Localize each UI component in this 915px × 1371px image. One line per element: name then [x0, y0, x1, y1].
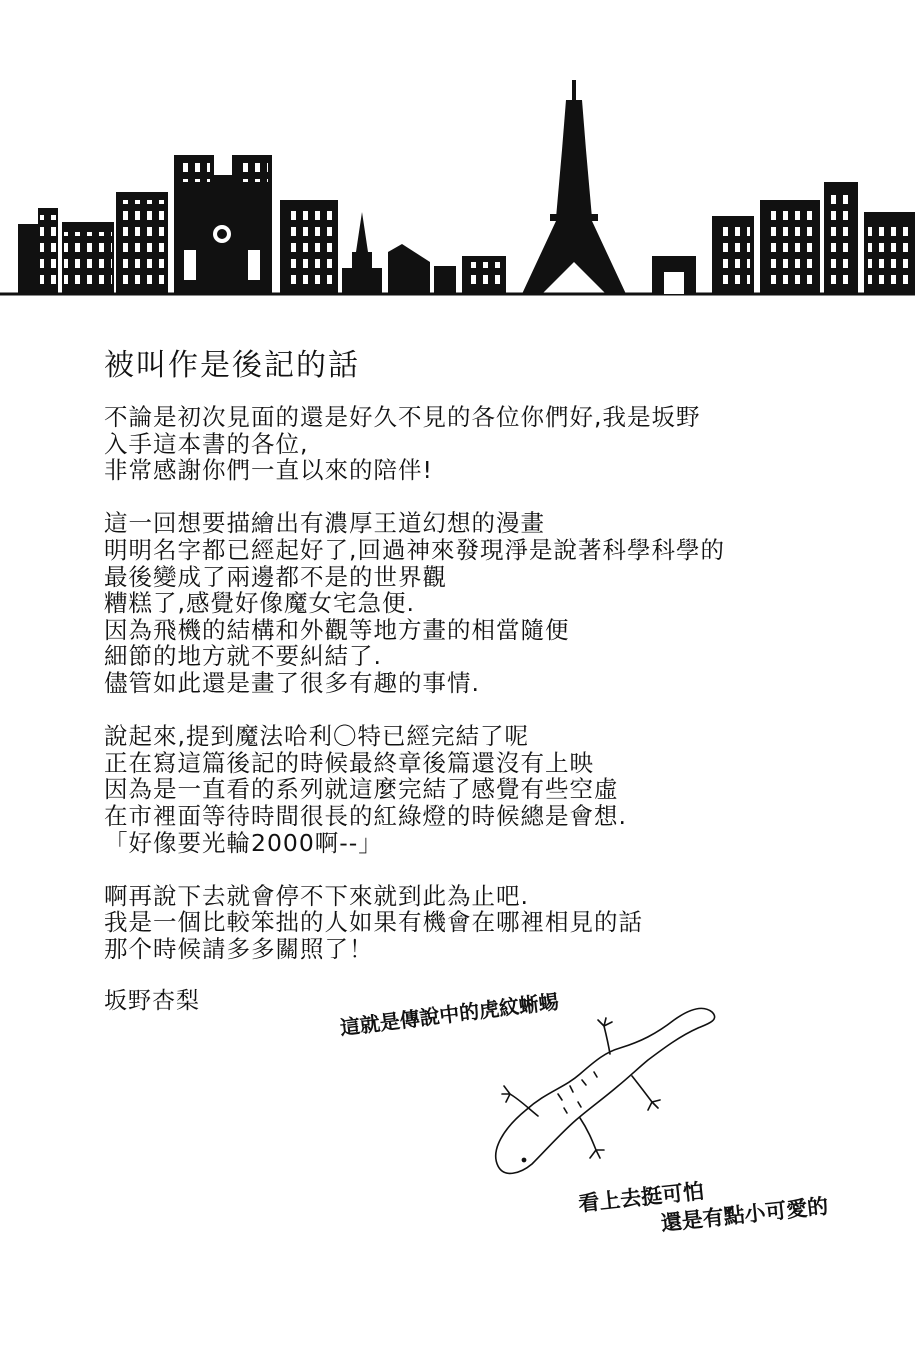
- text-line: 說起來,提到魔法哈利〇特已經完結了呢: [104, 722, 529, 751]
- text-line: 因為飛機的結構和外觀等地方畫的相當隨便: [104, 615, 570, 644]
- text-line: 最後變成了兩邊都不是的世界觀: [104, 562, 447, 591]
- text-line: 啊再說下去就會停不下來就到此為止吧.: [104, 881, 529, 910]
- text-line: 細節的地方就不要糾結了.: [104, 642, 382, 671]
- salamander-icon: [480, 990, 730, 1200]
- text-line: 明明名字都已經起好了,回過神來發現淨是說著科學科學的: [104, 535, 725, 564]
- text-line: 「好像要光輪2000啊--」: [104, 828, 383, 857]
- text-line: 非常感謝你們一直以來的陪伴!: [104, 456, 433, 485]
- text-line: 這一回想要描繪出有濃厚王道幻想的漫畫: [104, 509, 545, 538]
- text-line: 糟糕了,感覺好像魔女宅急便.: [104, 589, 415, 618]
- paragraph: [104, 510, 824, 696]
- paris-skyline-illustration: [0, 0, 915, 300]
- text-line: 入手這本書的各位,: [104, 429, 309, 458]
- text-line: 正在寫這篇後記的時候最終章後篇還沒有上映: [104, 748, 594, 777]
- text-line: 在市裡面等待時間很長的紅綠燈的時候總是會想.: [104, 801, 627, 830]
- text-line: 我是一個比較笨拙的人如果有機會在哪裡相見的話: [104, 908, 643, 937]
- comment-line: 看上去挺可怕: [577, 1178, 706, 1217]
- text-line: 因為是一直看的系列就這麼完結了感覺有些空虛: [104, 775, 619, 804]
- paragraph: [104, 723, 824, 856]
- author-signature: 坂野杏梨: [104, 988, 200, 1014]
- afterword-body: [104, 404, 824, 989]
- page-title: 被叫作是後記的話: [104, 348, 360, 383]
- paragraph: [104, 404, 824, 484]
- text-line: 儘管如此還是畫了很多有趣的事情.: [104, 668, 480, 697]
- text-line: 那个時候請多多關照了！: [104, 934, 374, 963]
- paragraph: [104, 883, 824, 963]
- comment-line: 還是有點小可愛的: [659, 1194, 830, 1236]
- salamander-caption: 這就是傳說中的虎紋蜥蜴: [338, 989, 561, 1040]
- text-line: 不論是初次見面的還是好久不見的各位你們好,我是坂野: [104, 403, 701, 431]
